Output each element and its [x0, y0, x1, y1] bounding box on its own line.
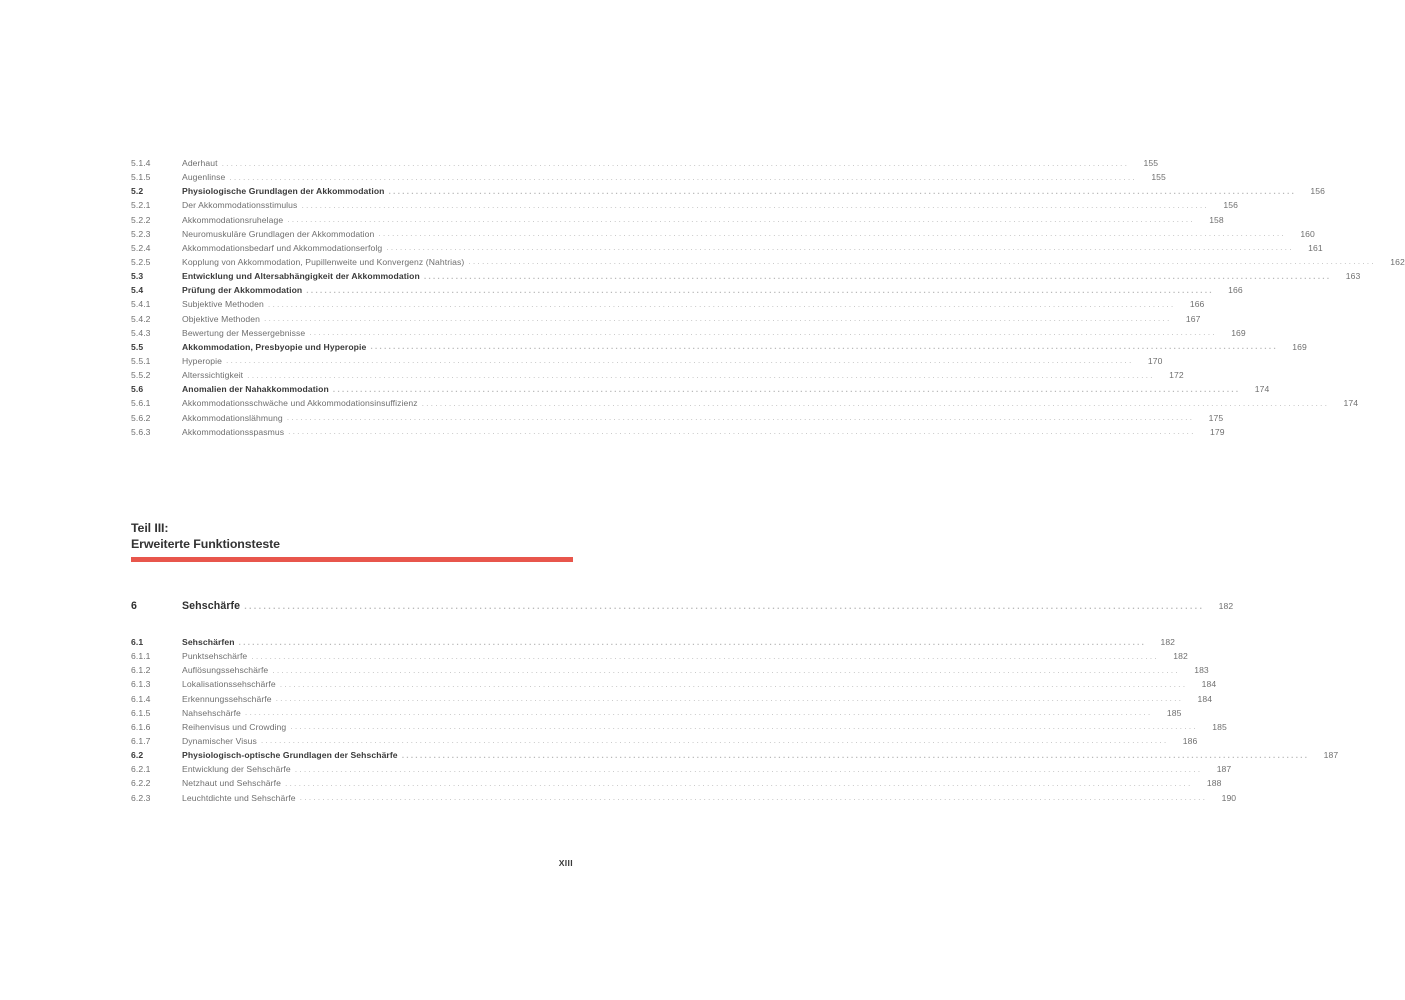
toc-entry-page-number: 187 [1216, 764, 1232, 775]
toc-dot-leader: ........................................................................................................................................................................................................ [287, 214, 1195, 225]
toc-entry-page-number: 184 [1201, 679, 1217, 690]
toc-dot-leader: ........................................................................................................................................................................................................ [251, 650, 1159, 661]
toc-entry-number: 5.2.5 [131, 256, 151, 267]
toc-dot-leader: ........................................................................................................................................................................................................ [294, 763, 1203, 774]
toc-entry-title: Entwicklung der Sehschärfe [182, 764, 291, 775]
toc-entry-title: Erkennungssehschärfe [182, 693, 272, 704]
toc-entry-number: 5.2.2 [131, 214, 151, 225]
toc-entry-title: Netzhaut und Sehschärfe [182, 778, 281, 789]
toc-entry-page-number: 185 [1166, 707, 1182, 718]
toc-entry-page-number: 182 [1173, 651, 1188, 662]
toc-entry[interactable] [131, 650, 1188, 665]
toc-entry[interactable] [131, 214, 1224, 229]
toc-entry-title: Akkommodationsspasmus [182, 426, 285, 437]
toc-entry[interactable] [131, 369, 1184, 384]
toc-entry-number: 5.5.1 [131, 355, 151, 366]
toc-dot-leader: ........................................................................................................................................................................................................ [238, 636, 1147, 647]
toc-entry[interactable] [131, 763, 1232, 778]
toc-entry-title: Bewertung der Messergebnisse [182, 327, 306, 338]
part-accent-rule [131, 557, 573, 562]
toc-entry-page-number: 184 [1197, 693, 1213, 704]
toc-entry-title: Lokalisationssehschärfe [182, 679, 276, 690]
toc-dot-leader: ........................................................................................................................................................................................................ [290, 721, 1198, 732]
toc-entry-number: 5.6.1 [131, 398, 151, 409]
toc-entry-title: Akkommodation, Presbyopie und Hyperopie [182, 341, 367, 352]
toc-entry-number: 6.1.1 [131, 651, 151, 662]
toc-entry-page-number: 183 [1194, 665, 1209, 676]
toc-entry[interactable] [131, 327, 1246, 342]
toc-entry-page-number: 169 [1292, 341, 1307, 352]
toc-entry-title: Neuromuskuläre Grundlagen der Akkommodation [182, 228, 375, 239]
toc-entry-number: 5.6.3 [131, 426, 151, 437]
page-folio: XIII [558, 858, 573, 868]
toc-dot-leader: ........................................................................................................................................................................................................ [260, 735, 1169, 746]
toc-entry[interactable] [131, 664, 1209, 679]
toc-entry-number: 5.6.2 [131, 412, 151, 423]
toc-entry-number: 5.5.2 [131, 370, 151, 381]
toc-entry[interactable] [131, 426, 1225, 441]
toc-entry-number: 5.6 [131, 384, 144, 395]
toc-entry-page-number: 175 [1208, 412, 1224, 423]
toc-entry-number: 5.2 [131, 186, 144, 197]
toc-dot-leader: ........................................................................................................................................................................................................ [267, 298, 1176, 309]
toc-dot-leader: ........................................................................................................................................................................................................ [299, 792, 1208, 803]
toc-entry-page-number: 156 [1223, 200, 1238, 211]
toc-entry-number: 5.5 [131, 341, 144, 352]
toc-entry[interactable] [131, 412, 1224, 427]
toc-entry[interactable] [131, 228, 1315, 243]
toc-entry-page-number: 174 [1254, 384, 1270, 395]
toc-entry-number: 5.3 [131, 271, 144, 282]
toc-entry-page-number: 170 [1147, 355, 1163, 366]
toc-entry-number: 6.1.6 [131, 721, 151, 732]
toc-entry[interactable] [131, 383, 1270, 398]
toc-entry[interactable] [131, 721, 1227, 736]
toc-entry[interactable] [131, 355, 1163, 370]
toc-entry-page-number: 155 [1143, 158, 1159, 168]
toc-entry-number: 6.1.4 [131, 693, 151, 704]
toc-entry[interactable] [131, 242, 1323, 257]
toc-entry-number: 5.2.3 [131, 228, 151, 239]
toc-entry-title: Der Akkommodationsstimulus [182, 200, 298, 211]
toc-entry-title: Akkommodationsruhelage [182, 214, 284, 225]
toc-entry[interactable] [131, 256, 1405, 271]
toc-dot-leader: ........................................................................................................................................................................................................ [388, 185, 1297, 196]
toc-entry-title: Kopplung von Akkommodation, Pupillenweite und Konvergenz (Nahtrias) [182, 256, 465, 267]
toc-entry[interactable] [131, 397, 1359, 412]
toc-entry-title: Aderhaut [182, 158, 218, 168]
toc-entry[interactable] [131, 636, 1176, 651]
toc-entry-page-number: 179 [1210, 426, 1225, 437]
toc-entry[interactable] [131, 693, 1213, 708]
toc-entry-number: 5.4.2 [131, 313, 151, 324]
toc-entry[interactable] [131, 678, 1217, 693]
toc-dot-leader: ........................................................................................................................................................................................................ [386, 242, 1294, 253]
toc-entry-page-number: 158 [1209, 214, 1224, 225]
toc-entry-title: Reihenvisus und Crowding [182, 721, 287, 732]
toc-entry-page-number: 172 [1169, 370, 1184, 381]
toc-entry-title: Sehschärfe [182, 600, 241, 612]
toc-entry[interactable] [131, 707, 1182, 722]
toc-entry[interactable] [131, 171, 1166, 186]
toc-entry-number: 6.1 [131, 637, 144, 647]
toc-entry-number: 5.4.1 [131, 299, 151, 310]
toc-entry-number: 6.1.5 [131, 707, 151, 718]
toc-entry-number: 5.1.4 [131, 158, 151, 168]
toc-entry-number: 5.4 [131, 285, 144, 296]
toc-entry-page-number: 169 [1231, 327, 1246, 338]
toc-entry-title: Entwicklung und Altersabhängigkeit der Akkommodation [182, 271, 420, 282]
part-heading-line-1: Teil III: [131, 521, 169, 535]
toc-entry-page-number: 167 [1185, 313, 1201, 324]
toc-dot-leader: ........................................................................................................................................................................................................ [306, 284, 1214, 295]
toc-entry-title: Akkommodationsbedarf und Akkommodationserfolg [182, 242, 383, 253]
toc-entry-number: 5.2.4 [131, 242, 151, 253]
toc-entry-number: 5.2.1 [131, 200, 151, 211]
toc-entry-page-number: 185 [1212, 721, 1227, 732]
toc-dot-leader: ........................................................................................................................................................................................................ [370, 341, 1278, 352]
toc-entry-title: Subjektive Methoden [182, 299, 264, 310]
toc-entry-number: 6.1.7 [131, 735, 151, 746]
toc-dot-leader: ........................................................................................................................................................................................................ [244, 600, 1205, 611]
toc-entry[interactable] [131, 735, 1198, 750]
part-heading-line-2: Erweiterte Funktionsteste [131, 536, 280, 551]
toc-dot-leader: ........................................................................................................................................................................................................ [247, 369, 1155, 380]
toc-entry-number: 6.2.3 [131, 792, 151, 803]
toc-entry-title: Leuchtdichte und Sehschärfe [182, 792, 296, 803]
toc-entry-page-number: 156 [1310, 186, 1326, 197]
toc-entry[interactable] [131, 185, 1326, 200]
part-heading [131, 521, 573, 552]
toc-entry-page-number: 161 [1308, 242, 1323, 253]
toc-dot-leader: ........................................................................................................................................................................................................ [423, 270, 1332, 281]
toc-entry-title: Dynamischer Visus [182, 735, 257, 746]
toc-entry-number: 6.1.2 [131, 665, 151, 676]
toc-dot-leader: ........................................................................................................................................................................................................ [301, 199, 1209, 210]
toc-dot-leader: ........................................................................................................................................................................................................ [401, 749, 1310, 760]
toc-entry-title: Akkommodationsschwäche und Akkommodationsinsuffizienz [182, 398, 418, 409]
toc-entry-number: 6.1.3 [131, 679, 151, 690]
toc-entry-number: 6.2 [131, 750, 144, 761]
toc-entry-page-number: 182 [1218, 601, 1234, 611]
toc-entry-title: Nahsehschärfe [182, 707, 241, 718]
toc-entry[interactable] [131, 199, 1238, 214]
toc-entry[interactable] [131, 157, 1159, 172]
toc-entry-title: Anomalien der Nahakkommodation [182, 384, 329, 395]
toc-entry-page-number: 188 [1206, 778, 1222, 789]
toc-dot-leader: ........................................................................................................................................................................................................ [332, 383, 1241, 394]
toc-entry-title: Physiologische Grundlagen der Akkommodation [182, 186, 385, 197]
toc-dot-leader: ........................................................................................................................................................................................................ [275, 693, 1184, 704]
toc-entry-number: 6.2.1 [131, 764, 151, 775]
toc-dot-leader: ........................................................................................................................................................................................................ [468, 256, 1376, 267]
toc-entry-page-number: 155 [1151, 172, 1166, 183]
toc-entry-title: Augenlinse [182, 172, 226, 183]
toc-entry-page-number: 166 [1189, 299, 1205, 310]
toc-dot-leader: ........................................................................................................................................................................................................ [244, 707, 1153, 718]
toc-entry[interactable] [131, 284, 1243, 299]
toc-entry-number: 5.1.5 [131, 172, 151, 183]
toc-entry-page-number: 182 [1160, 637, 1176, 647]
toc-list-chapter-6 [131, 600, 1339, 807]
toc-entry[interactable] [131, 313, 1201, 328]
toc-entry[interactable] [131, 777, 1222, 792]
toc-entry[interactable] [131, 792, 1237, 807]
toc-dot-leader: ........................................................................................................................................................................................................ [288, 426, 1196, 437]
toc-entry[interactable] [131, 600, 1234, 622]
toc-entry-title: Physiologisch-optische Grundlagen der Sehschärfe [182, 750, 398, 761]
toc-dot-leader: ........................................................................................................................................................................................................ [272, 664, 1180, 675]
toc-entry-page-number: 190 [1221, 792, 1237, 803]
toc-dot-leader: ........................................................................................................................................................................................................ [284, 777, 1193, 788]
toc-entry[interactable] [131, 341, 1307, 356]
toc-dot-leader: ........................................................................................................................................................................................................ [221, 157, 1130, 168]
toc-entry-title: Auflösungssehschärfe [182, 665, 269, 676]
toc-entry-title: Prüfung der Akkommodation [182, 285, 303, 296]
toc-entry[interactable] [131, 749, 1339, 764]
toc-dot-leader: ........................................................................................................................................................................................................ [225, 355, 1134, 366]
toc-entry-title: Akkommodationslähmung [182, 412, 283, 423]
toc-entry-page-number: 162 [1390, 256, 1405, 267]
toc-entry-page-number: 186 [1182, 735, 1198, 746]
toc-entry[interactable] [131, 298, 1205, 313]
toc-entry[interactable] [131, 270, 1361, 285]
toc-entry-title: Sehschärfen [182, 637, 235, 647]
toc-entry-page-number: 174 [1343, 398, 1359, 409]
toc-dot-leader: ........................................................................................................................................................................................................ [279, 678, 1188, 689]
toc-list-chapter-5 [131, 157, 1405, 441]
toc-entry-title: Punktsehschärfe [182, 651, 248, 662]
toc-dot-leader: ........................................................................................................................................................................................................ [229, 171, 1137, 182]
toc-dot-leader: ........................................................................................................................................................................................................ [309, 327, 1217, 338]
toc-entry-page-number: 166 [1228, 285, 1243, 296]
toc-entry-number: 5.4.3 [131, 327, 151, 338]
toc-entry-number: 6.2.2 [131, 778, 151, 789]
toc-entry-title: Alterssichtigkeit [182, 370, 244, 381]
toc-entry-title: Objektive Methoden [182, 313, 260, 324]
toc-entry-page-number: 160 [1300, 228, 1315, 239]
toc-entry-title: Hyperopie [182, 355, 222, 366]
toc-spacer [131, 622, 573, 637]
toc-dot-leader: ........................................................................................................................................................................................................ [286, 412, 1195, 423]
toc-dot-leader: ........................................................................................................................................................................................................ [263, 313, 1172, 324]
toc-entry-number: 6 [131, 600, 137, 612]
toc-entry-page-number: 163 [1345, 271, 1361, 282]
toc-entry-page-number: 187 [1323, 750, 1339, 761]
toc-dot-leader: ........................................................................................................................................................................................................ [378, 228, 1286, 239]
toc-dot-leader: ........................................................................................................................................................................................................ [421, 397, 1330, 408]
